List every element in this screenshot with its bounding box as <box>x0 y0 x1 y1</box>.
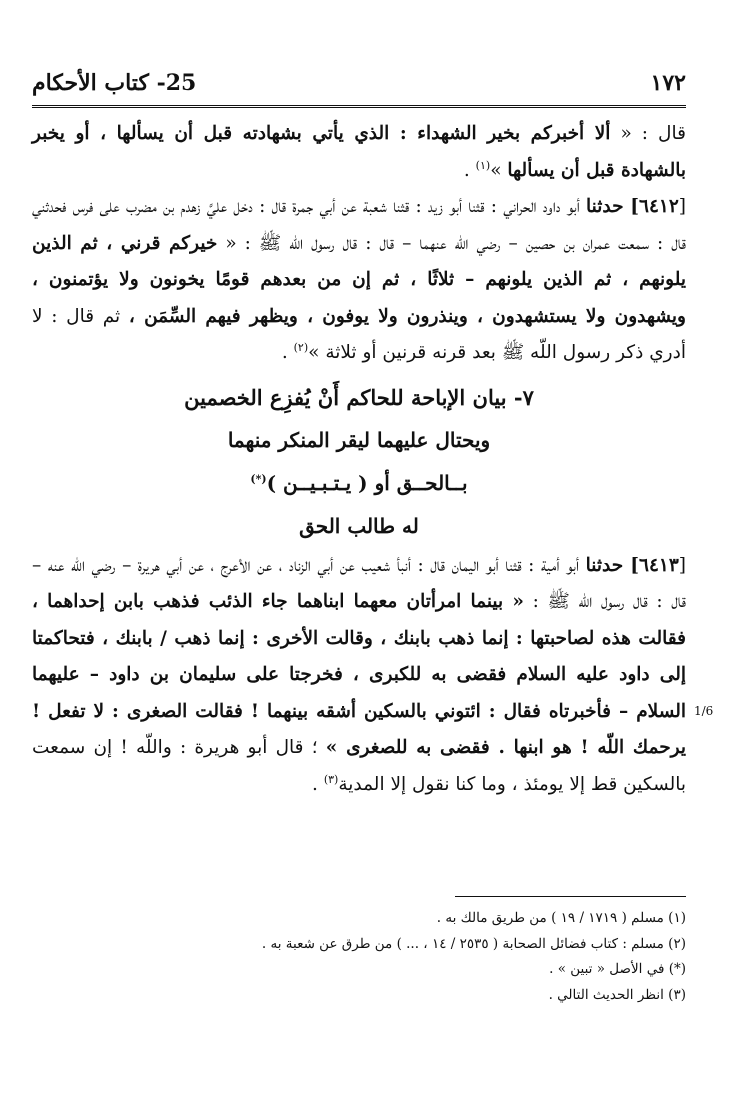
heading-text: بــالحــق أو ( يـتـبـيــن ) <box>266 470 468 495</box>
header-divider <box>32 105 686 108</box>
footnote-divider <box>455 896 686 897</box>
section-heading-line-3 <box>32 462 686 505</box>
hadith-6411-ending <box>32 116 686 189</box>
text-segment: . <box>463 159 476 181</box>
hadith-number: ٦٤١٣ <box>639 554 679 576</box>
hadith-text-bold: « بينما امرأتان معهما ابناهما جاء الذئب فذهب بابن إحداهما ، فقالت هذه لصاحبتها : إنما ذهب بابنك ، وقالت الأخرى : إنما ذهب / بابنك ، فتحاكمتا إلى داود عليه السلام فقضى به للكبرى ، فخرجتا على سليمان بن داود – عليهما السلام – فأخبرتاه فقال : ائتوني بالسكين أشقه بينهما ! فقالت الصغرى : لا تفعل ! يرحمك اللّه ! هو ابنها . فقضى به للصغرى » <box>32 591 686 758</box>
chapter-title: 25- كتاب الأحكام <box>32 70 197 96</box>
footnotes <box>200 906 686 1008</box>
hadith-text-bold: خيركم قرني ، ثم الذين يلونهم ، ثم الذين يلونهم – ثلاثًا ، ثم إن من بعدهم قومًا يخونون ولا يؤتمنون ، ويشهدون ولا يستشهدون ، وينذرون ولا يوفون ، ويظهر فيهم السِّمَن ، <box>32 232 686 327</box>
section-heading-line-1: ٧- بيان الإباحة للحاكم أَنْ يُفزِع الخصمين <box>184 384 534 410</box>
text-segment: قال : « <box>610 123 686 144</box>
hadith-lead: ] حدثنا <box>586 196 640 217</box>
footnote-3: (٣) انظر الحديث التالي . <box>548 986 686 1003</box>
text-segment: ؛ قال أبو هريرة : واللّه ! إن سمعت بالسكين قط إلا يومئذ ، وما كنا نقول إلا المدية <box>32 737 686 795</box>
footnote-ref-star: (*) <box>250 471 267 485</box>
footnote-2: (٢) مسلم : كتاب فضائل الصحابة ( ٢٥٣٥ / ١٤ ، ... ) من طرق عن شعبة به . <box>261 935 686 952</box>
section-heading-line-2: ويحتال عليهما ليقر المنكر منهما <box>227 427 491 452</box>
hadith-text-bold: ألا أخبركم بخير الشهداء : الذي يأتي بشهادته قبل أن يسألها ، أو يخبر بالشهادة قبل أن يسألها <box>32 123 686 181</box>
footnote-ref-2: (٢) <box>293 340 309 354</box>
text-segment: . <box>281 342 294 363</box>
section-heading-line-4: له طالب الحق <box>299 513 419 538</box>
hadith-6412 <box>32 189 686 372</box>
hadith-lead: ] حدثنا <box>585 554 640 576</box>
footnote-star: (*) في الأصل « تبين » . <box>549 961 686 977</box>
footnote-ref-1: (١) <box>475 158 491 172</box>
isnad-text: أبو داود الحراني : قثنا أبو زيد : قثنا شعبة عن أبي جمرة قال : دخل عليَّ زهدم بن مضرب على فرس فحدثني قال : سمعت عمران بن حصين – رضي اللّه عنهما – قال : قال رسول اللّه ﷺ : « <box>32 196 686 254</box>
page-header <box>32 68 686 98</box>
footnote-1: (١) مسلم ( ١٧١٩ / ١٩ ) من طريق مالك به . <box>436 910 686 926</box>
hadith-number: ٦٤١٢ <box>639 196 679 217</box>
text-segment: [ <box>678 196 686 217</box>
text-segment: » <box>490 159 508 181</box>
text-segment: . <box>312 773 324 795</box>
text-segment: [ <box>678 554 686 576</box>
isnad-text: أبو أمية : قثنا أبو اليمان قال : أنبأ شعيب عن أبي الزناد ، عن الأعرج ، عن أبي هريرة – رضي اللّه عنه – قال : قال رسول اللّه ﷺ : <box>32 554 686 612</box>
hadith-6413 <box>32 548 686 804</box>
footnote-ref-3: (٣) <box>323 772 339 786</box>
manuscript-folio-note: 1/6 <box>694 704 714 718</box>
page-number: ١٧٢ <box>650 70 686 96</box>
main-text <box>32 116 686 803</box>
text-segment: ثم قال : لا أدري ذكر رسول اللّه ﷺ بعد قرنه قرنين أو ثلاثة » <box>32 305 686 363</box>
